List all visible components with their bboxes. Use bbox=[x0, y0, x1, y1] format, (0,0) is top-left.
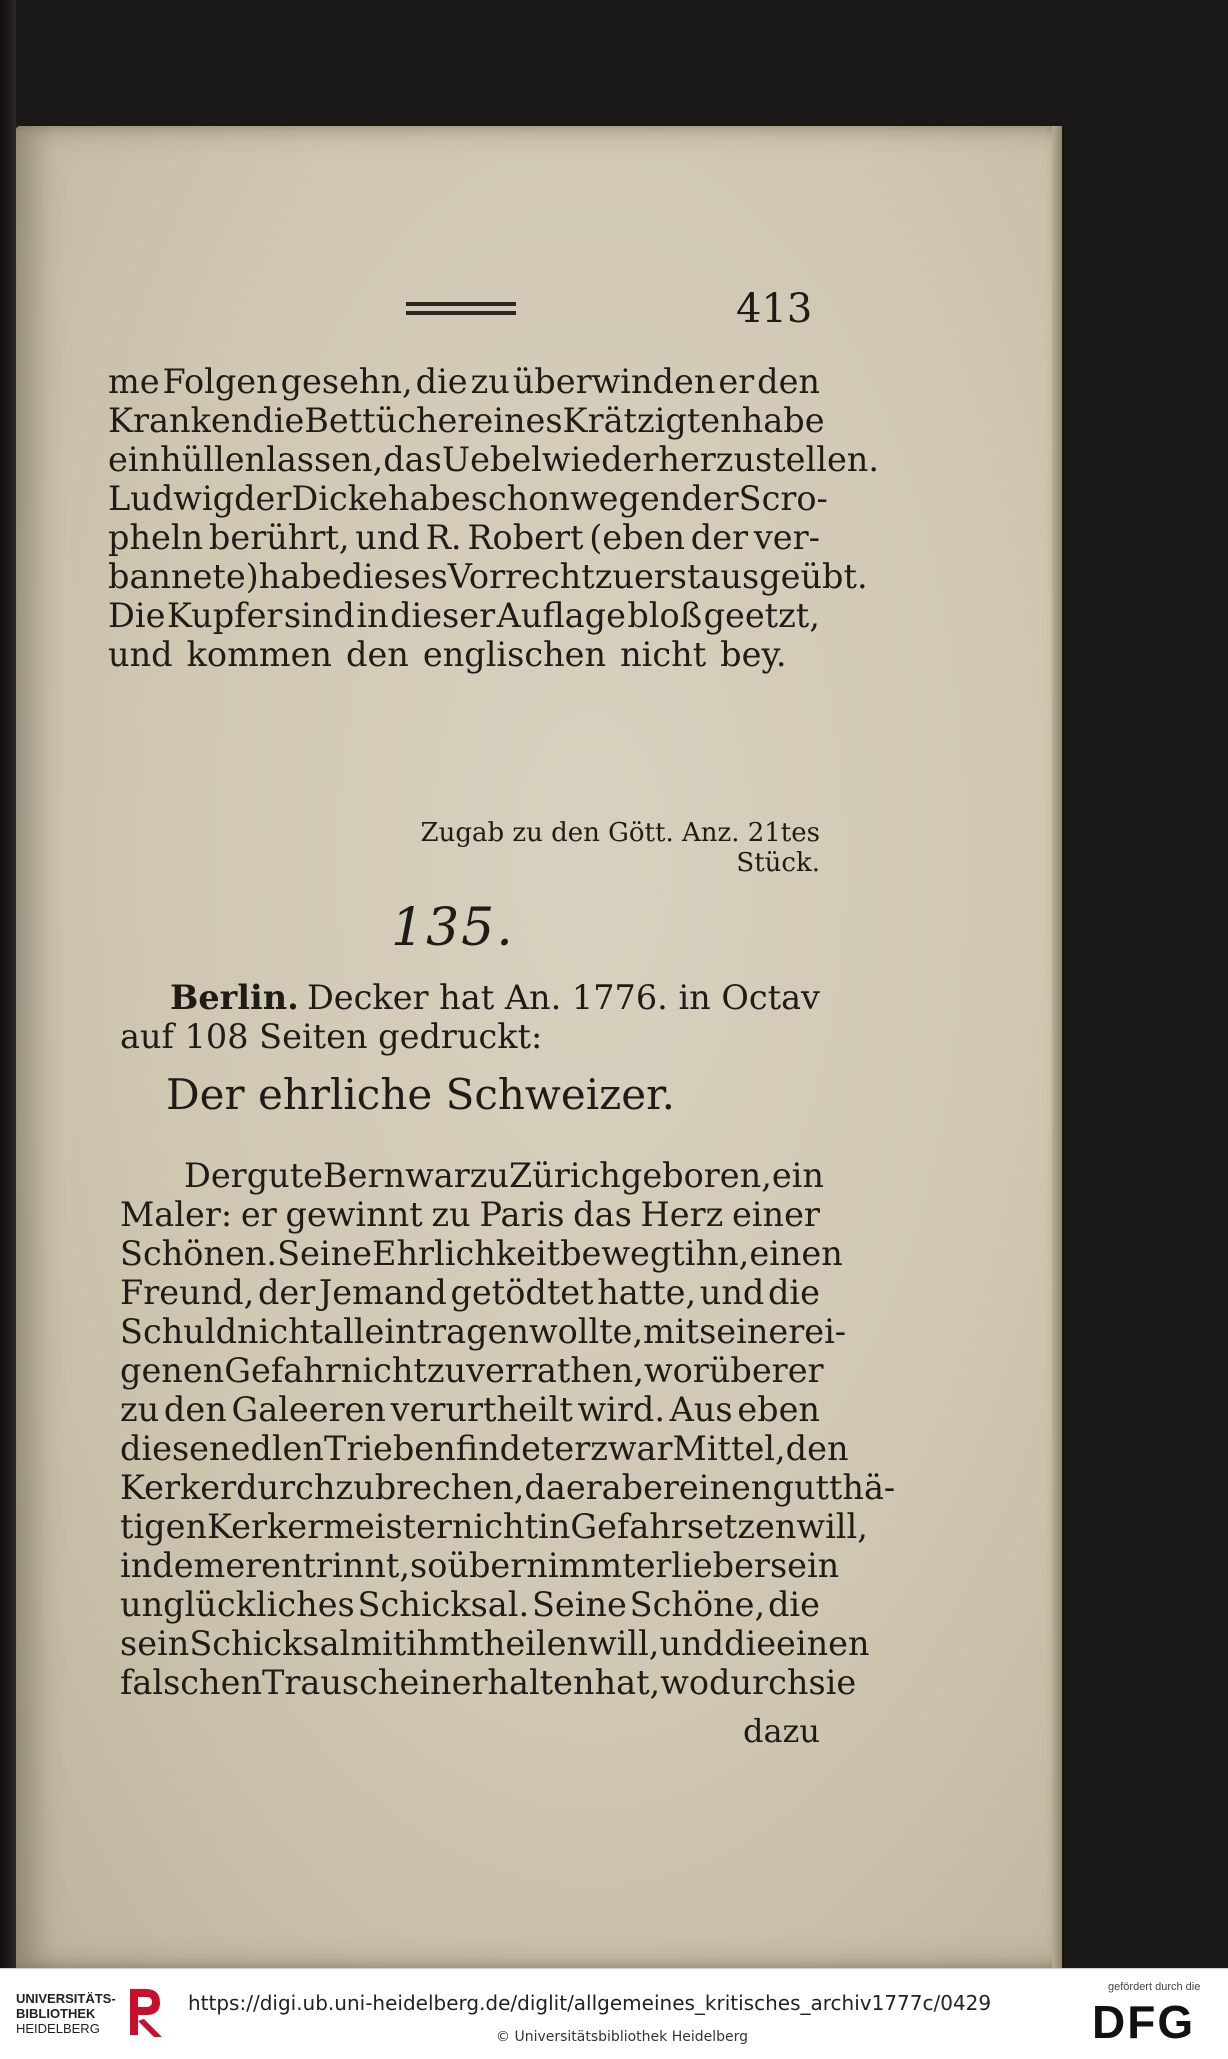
top-text-block bbox=[108, 362, 879, 674]
word: einen bbox=[776, 1624, 870, 1663]
word: kommen bbox=[186, 635, 333, 674]
word: die bbox=[252, 401, 305, 440]
word: mit bbox=[643, 1312, 700, 1351]
text-line bbox=[108, 401, 825, 440]
word: gute bbox=[246, 1156, 324, 1195]
word: edlen bbox=[230, 1429, 324, 1468]
word: zu bbox=[431, 1195, 471, 1234]
book-page bbox=[16, 126, 1062, 1968]
word: bey. bbox=[720, 635, 787, 674]
word: sie bbox=[808, 1663, 857, 1702]
word: die bbox=[767, 1585, 820, 1624]
word: Jemand bbox=[318, 1273, 447, 1312]
word: findet bbox=[455, 1429, 555, 1468]
word: Scro- bbox=[738, 479, 828, 518]
page-edge bbox=[1052, 126, 1062, 1968]
word: er bbox=[565, 1468, 602, 1507]
word: durchzubrechen, bbox=[236, 1468, 525, 1507]
word: Aus bbox=[669, 1390, 733, 1429]
word: (eben bbox=[589, 518, 685, 557]
word: einen bbox=[678, 1468, 773, 1507]
word: wollte, bbox=[528, 1312, 644, 1351]
text-line bbox=[120, 1663, 857, 1702]
word: zwar bbox=[590, 1429, 673, 1468]
word: und bbox=[108, 635, 173, 674]
word: wird. bbox=[577, 1390, 665, 1429]
word: er bbox=[554, 1429, 591, 1468]
word: geetzt, bbox=[703, 596, 820, 635]
word: der bbox=[257, 1273, 316, 1312]
word: die bbox=[724, 1624, 777, 1663]
word: worüber bbox=[643, 1351, 788, 1390]
text-line bbox=[120, 1468, 896, 1507]
word: Bern bbox=[323, 1156, 406, 1195]
word: Der bbox=[184, 1156, 247, 1195]
word: Gefahr bbox=[224, 1351, 341, 1390]
word: aber bbox=[601, 1468, 679, 1507]
book-title: Der ehrliche Schweizer. bbox=[166, 1070, 675, 1119]
word: den bbox=[757, 362, 820, 401]
catchword: dazu bbox=[742, 1712, 820, 1750]
word: bannete) bbox=[108, 557, 259, 596]
word: Schöne, bbox=[629, 1585, 766, 1624]
word: Krätzigten bbox=[562, 401, 742, 440]
section-number: 135. bbox=[391, 898, 515, 958]
word: da bbox=[524, 1468, 566, 1507]
word: Trauschein bbox=[262, 1663, 452, 1702]
word: Robert bbox=[467, 518, 584, 557]
text-line bbox=[108, 635, 820, 674]
word: berührt, bbox=[208, 518, 350, 557]
word: falschen bbox=[120, 1663, 263, 1702]
word: ihm bbox=[406, 1624, 471, 1663]
text-line bbox=[120, 1195, 820, 1234]
text-line bbox=[108, 518, 820, 557]
text-line bbox=[108, 557, 868, 596]
word: nicht bbox=[340, 1351, 427, 1390]
word: und bbox=[659, 1624, 725, 1663]
text-line bbox=[120, 1156, 824, 1195]
library-line-1: UNIVERSITÄTS- bbox=[16, 1991, 116, 2006]
word: zu bbox=[469, 1156, 509, 1195]
word: verrathen, bbox=[466, 1351, 644, 1390]
word: habe bbox=[387, 479, 471, 518]
word: verurtheilt bbox=[390, 1390, 573, 1429]
word: ausgeübt. bbox=[700, 557, 868, 596]
word: dieser bbox=[390, 596, 496, 635]
word: ein bbox=[771, 1156, 824, 1195]
word: einer bbox=[731, 1195, 820, 1234]
intro-place: Berlin. bbox=[170, 978, 299, 1017]
word: Zürich bbox=[508, 1156, 621, 1195]
text-line bbox=[108, 596, 820, 635]
word: ihn, bbox=[684, 1234, 750, 1273]
funded-by-label: gefördert durch die bbox=[1108, 1981, 1201, 1993]
word: und bbox=[355, 518, 420, 557]
word: einen bbox=[749, 1234, 843, 1273]
word: unglückliches bbox=[120, 1585, 355, 1624]
word: gewinnt bbox=[285, 1195, 423, 1234]
word: Paris bbox=[479, 1195, 565, 1234]
word: Ehrlichkeit bbox=[371, 1234, 561, 1273]
word: zu bbox=[470, 362, 510, 401]
text-line bbox=[120, 1624, 870, 1663]
intro-block bbox=[120, 978, 820, 1056]
word: lassen, bbox=[266, 440, 384, 479]
word: tigen bbox=[120, 1507, 208, 1546]
text-line bbox=[120, 1234, 843, 1273]
word: Vorrecht bbox=[447, 557, 595, 596]
word: Gefahr bbox=[570, 1507, 687, 1546]
word: zu bbox=[120, 1390, 160, 1429]
word: mit bbox=[350, 1624, 407, 1663]
text-line bbox=[108, 440, 879, 479]
word: Seine bbox=[531, 1585, 627, 1624]
text-line bbox=[120, 1507, 868, 1546]
word: Schicksal. bbox=[357, 1585, 530, 1624]
word: bewegt bbox=[560, 1234, 685, 1273]
word: Uebel bbox=[441, 440, 542, 479]
text-line bbox=[120, 1546, 840, 1585]
word: so bbox=[410, 1546, 448, 1585]
text-line bbox=[120, 1351, 824, 1390]
text-line bbox=[108, 479, 828, 518]
word: und bbox=[699, 1273, 765, 1312]
source-note: Zugab zu den Gött. Anz. 21tes Stück. bbox=[420, 818, 820, 878]
header-rule bbox=[406, 302, 516, 315]
word: hatte, bbox=[597, 1273, 697, 1312]
word: war bbox=[405, 1156, 470, 1195]
word: indem bbox=[120, 1546, 226, 1585]
word: erhalten bbox=[451, 1663, 595, 1702]
word: gutthä- bbox=[772, 1468, 896, 1507]
word: Kupfer bbox=[166, 596, 283, 635]
copyright-notice: © Universitätsbibliothek Heidelberg bbox=[496, 2029, 749, 2045]
word: in bbox=[356, 596, 389, 635]
word: herzustellen. bbox=[658, 440, 879, 479]
word: hat, bbox=[594, 1663, 661, 1702]
word: nicht bbox=[237, 1312, 324, 1351]
word: bloß bbox=[627, 596, 703, 635]
word: Dicke bbox=[291, 479, 388, 518]
word: übernimmt bbox=[447, 1546, 636, 1585]
intro-rest: Decker hat An. 1776. in Octav bbox=[306, 978, 820, 1017]
word: lieber bbox=[671, 1546, 770, 1585]
word: er bbox=[718, 362, 755, 401]
page-number: 413 bbox=[736, 286, 813, 332]
word: wegen bbox=[569, 479, 682, 518]
word: eines bbox=[473, 401, 563, 440]
word: Herz bbox=[640, 1195, 724, 1234]
word: ei- bbox=[804, 1312, 847, 1351]
word: Schönen. bbox=[120, 1234, 278, 1273]
word: habe bbox=[258, 557, 342, 596]
word: nicht bbox=[451, 1507, 539, 1546]
word: entrinnt, bbox=[261, 1546, 411, 1585]
text-line bbox=[108, 362, 820, 401]
word: er bbox=[787, 1351, 824, 1390]
word: schon bbox=[470, 479, 570, 518]
word: gesehn, bbox=[280, 362, 413, 401]
word: Schuld bbox=[120, 1312, 238, 1351]
word: sind bbox=[283, 596, 355, 635]
library-line-2: BIBLIOTHEK bbox=[16, 2006, 96, 2021]
word: er bbox=[225, 1546, 262, 1585]
word: Galeeren bbox=[231, 1390, 386, 1429]
permalink-url[interactable]: https://digi.ub.uni-heidelberg.de/diglit/allgemeines_kritisches_archiv1777c/0429 bbox=[188, 1991, 992, 2015]
word: der bbox=[681, 479, 739, 518]
word: Freund, bbox=[120, 1273, 255, 1312]
word: Schicksal bbox=[189, 1624, 351, 1663]
word: dieses bbox=[341, 557, 448, 596]
word: Die bbox=[108, 596, 166, 635]
word: in bbox=[538, 1507, 571, 1546]
library-line-3: HEIDELBERG bbox=[16, 2021, 100, 2036]
library-logo-icon bbox=[124, 1983, 168, 2041]
word: überwinden bbox=[512, 362, 716, 401]
word: me bbox=[108, 362, 160, 401]
word: allein bbox=[323, 1312, 417, 1351]
word: diesen bbox=[120, 1429, 231, 1468]
word: sein bbox=[120, 1624, 190, 1663]
word: die bbox=[415, 362, 468, 401]
word: Kerkermeister bbox=[207, 1507, 452, 1546]
word: geboren, bbox=[620, 1156, 772, 1195]
word: Trieben bbox=[323, 1429, 456, 1468]
word: das bbox=[383, 440, 442, 479]
word: sein bbox=[769, 1546, 840, 1585]
word: zu bbox=[426, 1351, 467, 1390]
word: wieder bbox=[541, 440, 659, 479]
word: Seine bbox=[277, 1234, 372, 1273]
word: den bbox=[163, 1390, 227, 1429]
word: seiner bbox=[699, 1312, 805, 1351]
word: das bbox=[573, 1195, 632, 1234]
word: nicht bbox=[620, 635, 707, 674]
dfg-logo: DFG bbox=[1092, 1996, 1196, 2048]
word: zuerst bbox=[594, 557, 701, 596]
word: ver- bbox=[753, 518, 820, 557]
paragraph-block bbox=[120, 1156, 896, 1702]
word: er bbox=[635, 1546, 672, 1585]
word: er bbox=[240, 1195, 277, 1234]
word: pheln bbox=[108, 518, 204, 557]
word: der bbox=[234, 479, 292, 518]
word: der bbox=[690, 518, 749, 557]
word: Ludwig bbox=[108, 479, 235, 518]
word: den bbox=[346, 635, 409, 674]
text-line bbox=[120, 1312, 847, 1351]
text-line bbox=[120, 1429, 849, 1468]
intro-line-2: auf 108 Seiten gedruckt: bbox=[120, 1017, 543, 1056]
word: englischen bbox=[422, 635, 607, 674]
word: Kranken bbox=[108, 401, 253, 440]
text-line bbox=[120, 1585, 820, 1624]
word: habe bbox=[741, 401, 825, 440]
word: R. bbox=[425, 518, 462, 557]
word: will, bbox=[587, 1624, 660, 1663]
book-spine-shadow bbox=[0, 0, 16, 1968]
word: genen bbox=[120, 1351, 225, 1390]
word: einhüllen bbox=[108, 440, 267, 479]
word: den bbox=[785, 1429, 849, 1468]
word: Auflage bbox=[496, 596, 626, 635]
word: theilen bbox=[470, 1624, 588, 1663]
viewer-footer bbox=[0, 1968, 1228, 2059]
word: Folgen bbox=[162, 362, 278, 401]
word: Kerker bbox=[120, 1468, 237, 1507]
word: tragen bbox=[416, 1312, 529, 1351]
word: Maler: bbox=[120, 1195, 233, 1234]
word: will, bbox=[796, 1507, 868, 1546]
library-name bbox=[16, 1991, 116, 2036]
word: Mittel, bbox=[672, 1429, 786, 1468]
word: wodurch bbox=[660, 1663, 809, 1702]
text-line bbox=[120, 1390, 820, 1429]
text-line bbox=[120, 1273, 820, 1312]
word: eben bbox=[737, 1390, 820, 1429]
word: getödtet bbox=[450, 1273, 594, 1312]
word: die bbox=[767, 1273, 820, 1312]
word: Bettücher bbox=[304, 401, 474, 440]
word: setzen bbox=[686, 1507, 797, 1546]
